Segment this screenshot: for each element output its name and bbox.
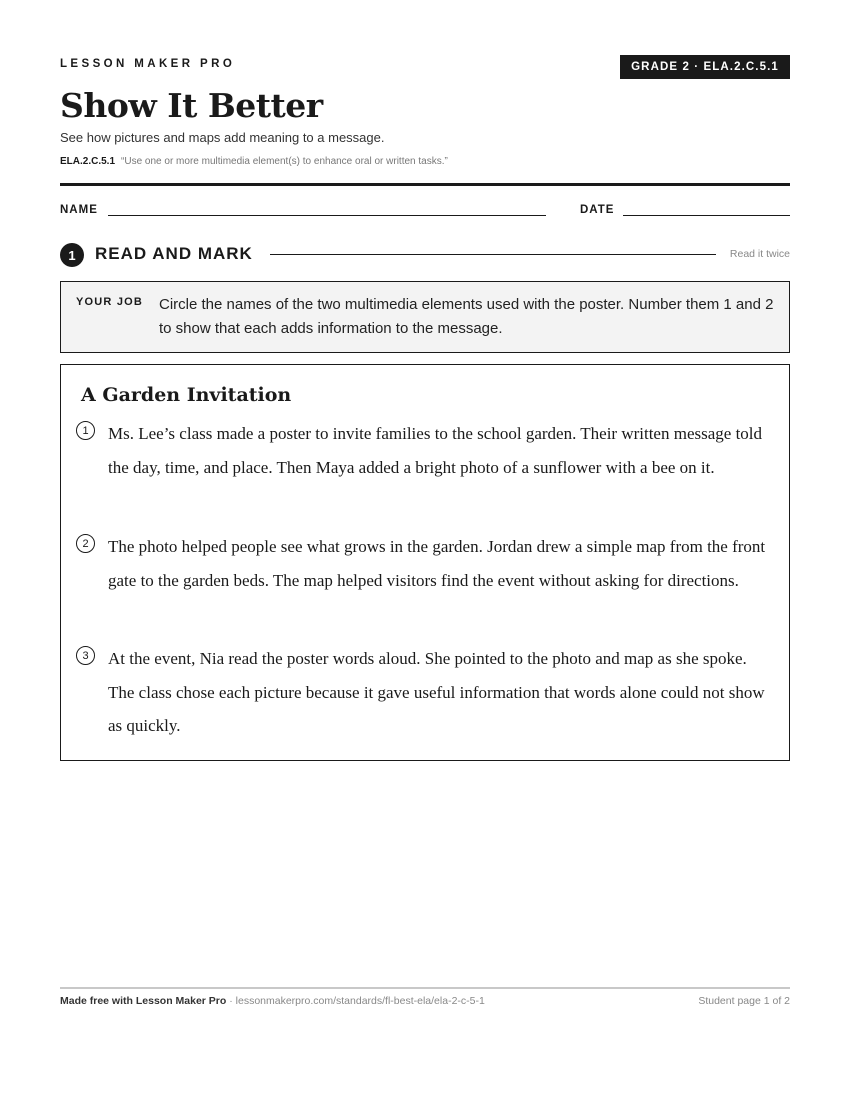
section-rule: [270, 254, 716, 255]
section-note: Read it twice: [729, 248, 790, 260]
job-box: [60, 281, 790, 353]
name-label: NAME: [60, 204, 98, 216]
paragraph-number: 2: [76, 534, 95, 553]
header-divider: [60, 183, 790, 186]
reading-passage: [60, 364, 790, 761]
passage-title: A Garden Invitation: [81, 384, 292, 406]
passage-paragraph: Ms. Lee’s class made a poster to invite families to the school garden. Their written message told the day, time, and place. Then Maya added a bright photo of a sunflower with a bee on it.: [108, 424, 763, 477]
paragraph-number: 3: [76, 646, 95, 665]
page-title: Show It Better: [60, 86, 323, 125]
grade-badge: GRADE 2 · ELA.2.C.5.1: [620, 55, 790, 79]
footer-page-number: Student page 1 of 2: [698, 995, 790, 1007]
section-number-badge: 1: [60, 243, 84, 267]
page-subtitle: See how pictures and maps add meaning to a message.: [60, 130, 385, 145]
footer-url: · lessonmakerpro.com/standards/fl-best-ela/ela-2-c-5-1: [226, 995, 485, 1007]
paragraph-number: 1: [76, 421, 95, 440]
section-title: READ AND MARK: [95, 244, 253, 263]
date-label: DATE: [580, 204, 615, 216]
footer-credit: [60, 995, 485, 1007]
standard-text: “Use one or more multimedia element(s) to enhance oral or written tasks.”: [121, 156, 448, 167]
standard-line: [60, 156, 448, 167]
brand-name: LESSON MAKER PRO: [60, 58, 236, 70]
date-field[interactable]: [623, 215, 790, 216]
footer-divider: [60, 987, 790, 989]
passage-paragraph: The photo helped people see what grows in the garden. Jordan drew a simple map from the front gate to the garden beds. The map helped visitors find the event without asking for directions.: [108, 537, 766, 590]
standard-code: ELA.2.C.5.1: [60, 156, 116, 167]
job-instructions: Circle the names of the two multimedia elements used with the poster. Number them 1 and 2 to show that each adds information to the message.: [159, 296, 774, 337]
footer-made-by: Made free with Lesson Maker Pro: [60, 995, 227, 1007]
name-field[interactable]: [108, 215, 546, 216]
job-label: YOUR JOB: [76, 296, 144, 308]
passage-paragraph: At the event, Nia read the poster words aloud. She pointed to the photo and map as she spoke. The class chose each picture because it gave useful information that words alone could not show as quickly.: [108, 649, 765, 735]
